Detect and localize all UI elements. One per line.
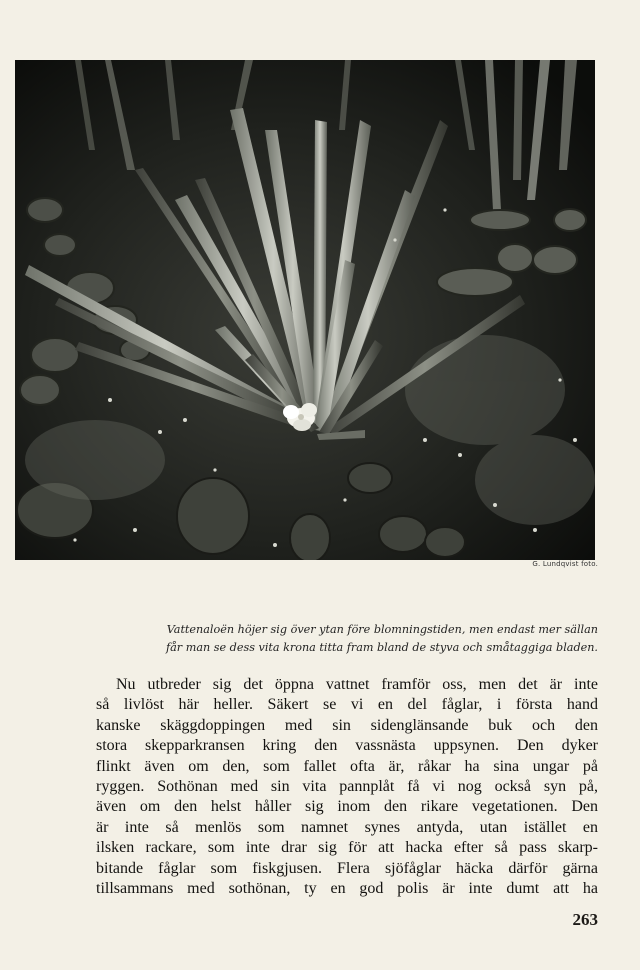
body-line: ilsken rackare, som inte drar sig för att hacka efter så pass skarp- [96, 839, 598, 857]
body-line: bitande fåglar som fiskgjusen. Flera sjöfåglar häcka därför gärna [96, 859, 598, 877]
body-line: är inte så menlös som namnet synes antyda, utan istället en [96, 818, 598, 836]
body-line: Nu utbreder sig det öppna vattnet framför oss, men det är inte [116, 676, 598, 693]
photo-illustration [15, 60, 595, 560]
body-line: flinkt även om den, som fallet ofta är, råkar ha sina ungar på [96, 757, 598, 775]
body-paragraph [96, 675, 598, 899]
body-line: kanske skäggdoppingen med sin sidenglänsande buk och den [96, 716, 598, 734]
photograph-water-soldier [15, 60, 595, 560]
page-number: 263 [572, 910, 598, 929]
body-line: stora skepparkransen kring den vassnästa uppsynen. Den dyker [96, 737, 598, 755]
photo-caption [110, 621, 598, 657]
caption-line: Vattenaloën höjer sig över ytan före blomningstiden, men endast mer sällan [166, 623, 598, 636]
body-line: även om den helst håller sig inom den rikare vegetationen. Den [96, 798, 598, 816]
caption-line: får man se dess vita krona titta fram bland de styva och småtaggiga bladen. [166, 641, 598, 654]
body-line: ryggen. Sothönan med sin vita pannplåt få vi nog också syn på, [96, 778, 598, 796]
body-line: tillsammans med sothönan, ty en god polis är inte dumt att ha [96, 880, 598, 898]
photo-credit: G. Lundqvist foto. [532, 560, 598, 568]
body-line: så livlöst här heller. Säkert se vi en del fåglar, i första hand [96, 696, 598, 714]
